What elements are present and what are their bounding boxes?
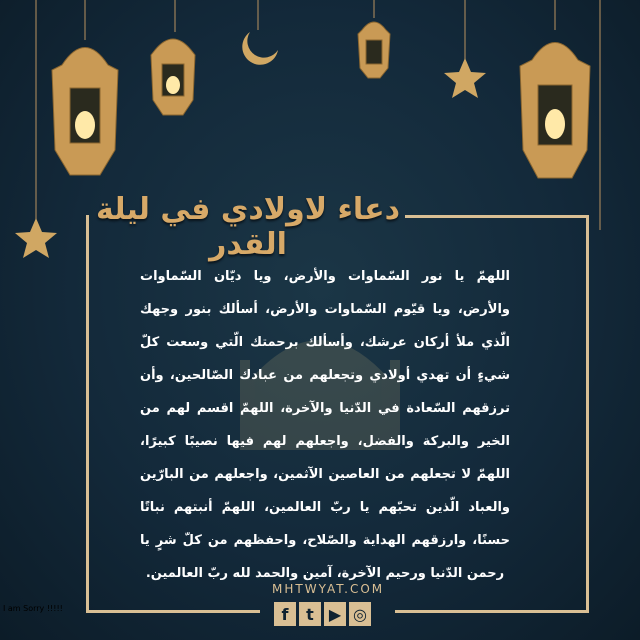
- social-links: [274, 602, 371, 626]
- star-icon: [15, 218, 57, 258]
- crescent-icon: [585, 228, 626, 266]
- page-title: دعاء لاولادي في ليلة القدر: [96, 192, 400, 262]
- frame-bottom-left: [86, 610, 260, 613]
- instagram-icon[interactable]: ◎: [349, 602, 371, 626]
- facebook-icon[interactable]: f: [274, 602, 296, 626]
- frame-top: [405, 215, 589, 218]
- caption: I am Sorry !!!!!: [3, 604, 63, 613]
- lantern-icon: [520, 43, 590, 179]
- site-logo[interactable]: MHTWYAT.COM: [272, 582, 385, 596]
- prayer-text: اللهمّ يا نور السّماوات والأرض، ويا ديّان السّماوات والأرض، ويا قيّوم السّماوات والأرض، أسألك بنور وجهك الّذي ملأ أركان عرشك، وأسألك برحمتك الّتي وسعت كلّ شيءٍ أن تهدي أولادي وتجعلهم من عبادك الصّالحين، وأن ترزقهم السّعادة في الدّنيا والآخرة، اللهمّ اقسم لهم من الخير والبركة والفضل، واجعلهم لهم فيها نصيبًا كبيرًا، اللهمّ لا تجعلهم من العاصين الآثمين، واجعلهم من البارّين والعباد الّذين تحبّهم يا ربّ العالمين، اللهمّ أنبتهم نباتًا حسنًا، وارزقهم الهداية والصّلاح، واحفظهم من كلّ شرٍ يا رحمن الدّنيا ورحيم الآخرة، آمين والحمد لله ربّ العالمين.: [140, 269, 510, 581]
- youtube-icon[interactable]: ▶: [324, 602, 346, 626]
- twitter-icon[interactable]: t: [299, 602, 321, 626]
- lantern-icon: [358, 22, 390, 78]
- frame-left: [86, 215, 89, 613]
- frame-bottom-right: [395, 610, 589, 613]
- frame-right: [586, 215, 589, 613]
- crescent-icon: [242, 32, 278, 65]
- lantern-icon: [52, 48, 118, 176]
- star-icon: [444, 58, 486, 98]
- lantern-icon: [151, 39, 195, 115]
